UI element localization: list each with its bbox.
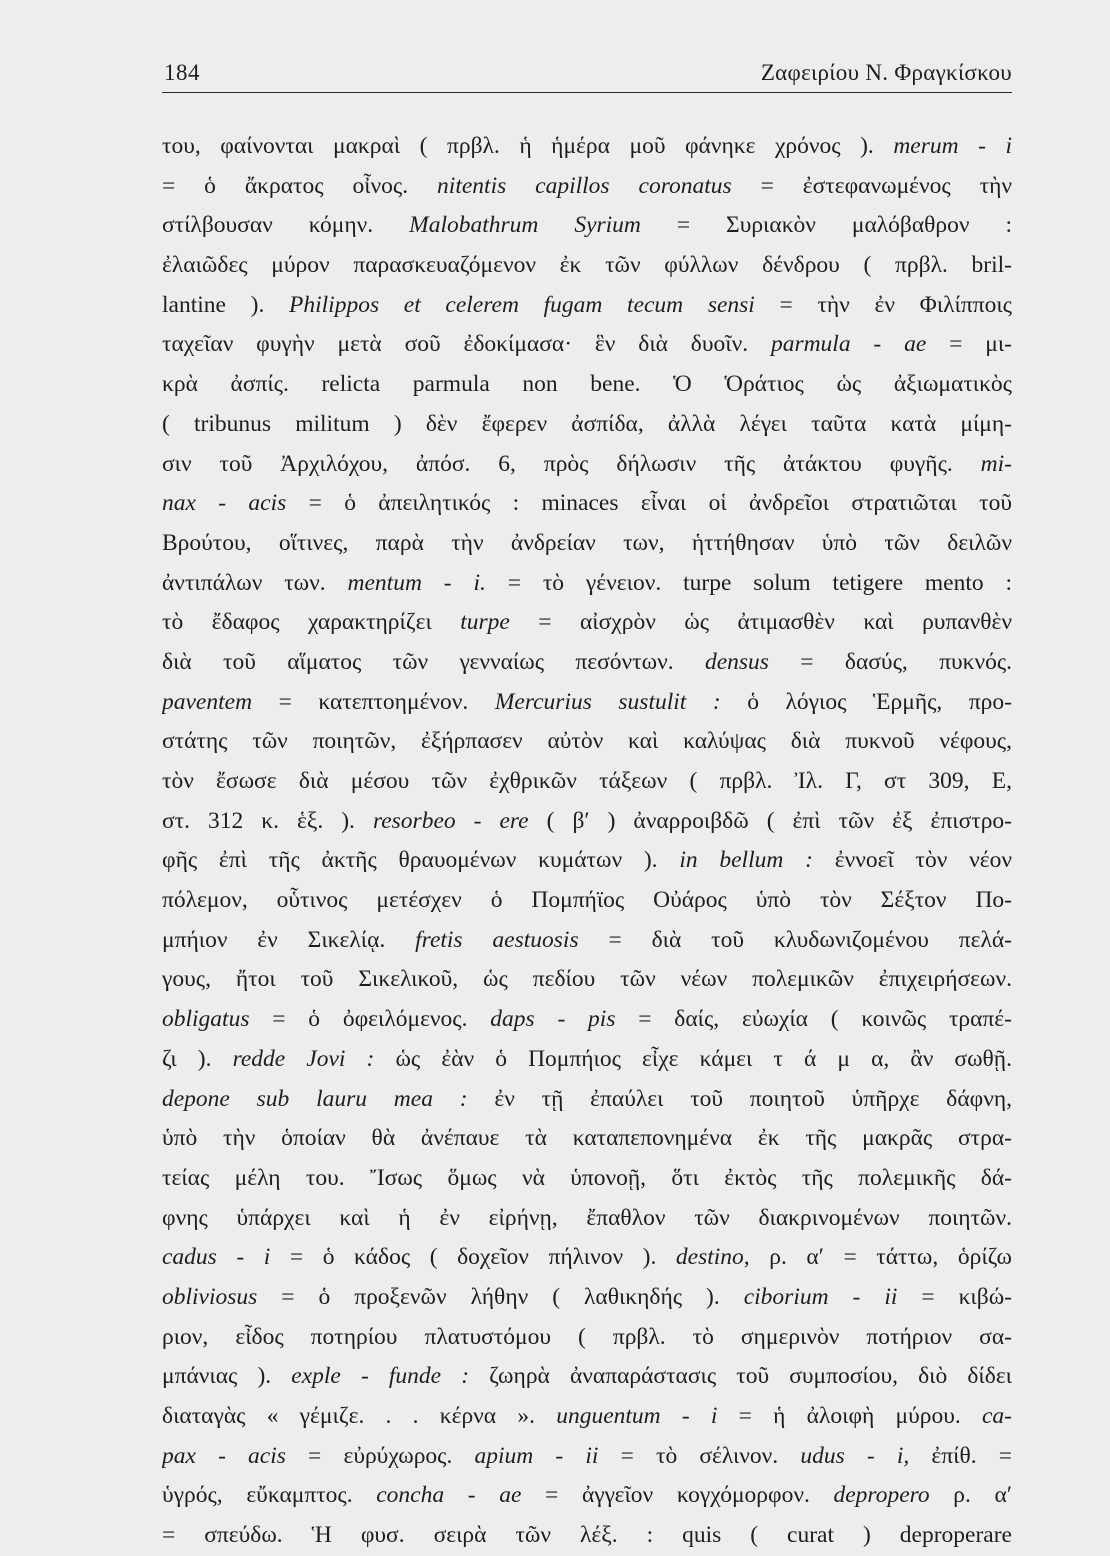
italic-term: in bellum :	[679, 847, 813, 874]
text-segment: = ἀγγεῖον κογχόμορφον.	[521, 1482, 834, 1509]
text-line	[162, 1238, 1012, 1278]
italic-term: concha - ae	[376, 1482, 522, 1509]
text-segment: ὁ λόγιος Ἑρμῆς, προ-	[720, 688, 1012, 715]
text-line	[162, 1199, 1012, 1239]
italic-term: obligatus	[162, 1006, 250, 1033]
italic-term: Malobathrum Syrium	[409, 212, 641, 239]
italic-term: paventem	[162, 688, 253, 715]
text-segment: ρ. α′	[929, 1482, 1012, 1509]
text-segment: γους, ἤτοι τοῦ Σικελικοῦ, ὡς πεδίου τῶν νέων πολεμικῶν ἐπιχειρήσεων.	[162, 966, 1012, 993]
italic-term: destino,	[675, 1244, 750, 1271]
text-line	[162, 722, 1012, 762]
text-segment: ρ. α′ = τάττω, ὁρίζω	[749, 1244, 1012, 1271]
text-segment: ταχεῖαν φυγὴν μετὰ σοῦ ἐδοκίμασα· ἓν διὰ δυοῖν.	[162, 331, 771, 358]
text-line	[162, 405, 1012, 445]
italic-term: depone sub lauru mea :	[162, 1085, 468, 1112]
text-segment: = ὁ ὀφειλόμενος.	[249, 1006, 491, 1033]
text-segment: ζωηρὰ ἀναπαράστασις τοῦ συμποσίου, διὸ δίδει	[469, 1363, 1012, 1390]
text-segment: = σπεύδω. Ἡ φυσ. σειρὰ τῶν λέξ. : quis ( curat ) deproperare	[162, 1522, 1012, 1549]
text-segment: ὑπὸ τὴν ὁποίαν θὰ ἀνέπαυε τὰ καταπεπονημένα ἐκ τῆς μακρᾶς στρα-	[162, 1125, 1012, 1152]
text-line	[162, 246, 1012, 286]
text-segment: = ὁ προξενῶν λήθην ( λαθικηδής ).	[257, 1283, 744, 1310]
text-line	[162, 1080, 1012, 1120]
text-line	[162, 1357, 1012, 1397]
text-line	[162, 802, 1012, 842]
text-segment: lantine ).	[162, 291, 290, 318]
text-line	[162, 1437, 1012, 1477]
italic-term: cadus - i	[162, 1244, 271, 1271]
italic-term: ciborium - ii	[743, 1283, 898, 1310]
text-segment: φνης ὑπάρχει καὶ ἡ ἐν εἰρήνῃ, ἔπαθλον τῶν διακρινομένων ποιητῶν.	[162, 1204, 1012, 1231]
text-line	[162, 881, 1012, 921]
italic-term: Mercurius sustulit :	[494, 688, 721, 715]
text-segment: = τὴν ἐν Φιλίπποις	[754, 291, 1012, 318]
text-segment: διὰ τοῦ αἵματος τῶν γενναίως πεσόντων.	[162, 648, 705, 675]
text-line	[162, 445, 1012, 485]
running-title: Ζαφειρίου Ν. Φραγκίσκου	[760, 60, 1012, 85]
text-line	[162, 1119, 1012, 1159]
text-segment: Βρούτου, οἵτινες, παρὰ τὴν ἀνδρείαν των, ἡττήθησαν ὑπὸ τῶν δειλῶν	[162, 529, 1012, 556]
body-text	[162, 127, 1012, 1556]
text-segment: τὸν ἔσωσε διὰ μέσου τῶν ἐχθρικῶν τάξεων ( πρβλ. Ἰλ. Γ, στ 309, Ε,	[162, 768, 1012, 794]
italic-term: Philippos et celerem fugam tecum sensi	[289, 291, 755, 318]
text-segment: κρὰ ἀσπίς. relicta parmula non bene. Ὁ Ὁράτιος ὡς ἀξιωματικὸς	[162, 371, 1012, 398]
text-segment: ὡς ἐὰν ὁ Πομπήιος εἶχε κάμει τ ά μ α, ἂν σωθῇ.	[374, 1045, 1012, 1072]
italic-term: redde Jovi :	[232, 1045, 375, 1072]
text-segment: = τὸ σέλινον.	[598, 1442, 801, 1469]
text-segment: ἀντιπάλων των.	[162, 569, 348, 596]
text-segment: = δαίς, εὐωχία ( κοινῶς τραπέ-	[615, 1006, 1012, 1033]
text-segment: ὑγρός, εὔκαμπτος.	[162, 1482, 377, 1509]
text-line	[162, 1000, 1012, 1040]
text-segment: = τὸ γένειον. turpe solum tetigere mento :	[485, 569, 1012, 596]
text-segment: = εὐρύχωρος.	[285, 1442, 475, 1469]
italic-term: exple - funde :	[291, 1363, 470, 1390]
text-segment: = μι-	[926, 331, 1012, 358]
text-segment: στ. 312 κ. ἑξ. ).	[162, 807, 373, 834]
italic-term: unguentum - i	[556, 1403, 718, 1429]
text-line	[162, 1476, 1012, 1516]
text-segment: ἐν τῇ ἐπαύλει τοῦ ποιητοῦ ὑπῆρχε δάφνη,	[467, 1085, 1012, 1112]
italic-term: nitentis capillos coronatus	[437, 172, 732, 199]
italic-term: merum - i	[893, 133, 1012, 159]
italic-term: udus - i,	[800, 1442, 910, 1469]
text-line	[162, 286, 1012, 326]
text-line	[162, 921, 1012, 961]
italic-term: mentum - i.	[347, 569, 486, 596]
italic-term: resorbeo - ere	[372, 807, 529, 834]
text-segment: φῆς ἐπὶ τῆς ἀκτῆς θραυομένων κυμάτων ).	[162, 847, 680, 874]
text-segment: διαταγὰς « γέμιζε. . . κέρνα ».	[162, 1403, 557, 1429]
text-segment: = ὁ ἀπειλητικός : minaces εἶναι οἱ ἀνδρεῖοι στρατιῶται τοῦ	[286, 490, 1012, 517]
page-header	[162, 52, 1012, 93]
italic-term: apium - ii	[474, 1442, 599, 1469]
text-line	[162, 325, 1012, 365]
text-line	[162, 167, 1012, 207]
text-segment: = κατεπτοημένον.	[252, 688, 495, 715]
text-segment: ἐπίθ. =	[909, 1442, 1012, 1469]
italic-term: densus	[704, 648, 769, 675]
italic-term: pax - acis	[162, 1442, 286, 1469]
italic-term: ca-	[981, 1403, 1012, 1429]
text-segment: σιν τοῦ Ἀρχιλόχου, ἀπόσ. 6, πρὸς δήλωσιν τῆς ἀτάκτου φυγῆς.	[162, 450, 981, 477]
text-segment: πόλεμον, οὗτινος μετέσχεν ὁ Πομπήϊος Οὐάρος ὑπὸ τὸν Σέξτον Πο-	[162, 887, 1012, 914]
text-segment: = αἰσχρὸν ὡς ἀτιμασθὲν καὶ ρυπανθὲν	[509, 609, 1012, 636]
text-line	[162, 127, 1012, 167]
text-line	[162, 603, 1012, 643]
text-line	[162, 1278, 1012, 1318]
text-segment: μπάνιας ).	[162, 1363, 292, 1390]
italic-term: depropero	[833, 1482, 930, 1509]
text-segment: ριον, εἶδος ποτηρίου πλατυστόμου ( πρβλ. τὸ σημερινὸν ποτήριον σα-	[162, 1323, 1012, 1350]
text-line	[162, 1040, 1012, 1080]
text-line	[162, 960, 1012, 1000]
text-segment: = κιβώ-	[897, 1283, 1012, 1310]
text-segment: του, φαίνονται μακραὶ ( πρβλ. ἡ ἡμέρα μοῦ φάνηκε χρόνος ).	[162, 133, 894, 159]
italic-term: mi-	[980, 450, 1012, 477]
text-segment: = ὁ κάδος ( δοχεῖον πήλινον ).	[270, 1244, 676, 1271]
text-line	[162, 524, 1012, 564]
text-line	[162, 365, 1012, 405]
text-segment: = ἡ ἀλοιφὴ μύρου.	[717, 1403, 982, 1429]
text-line	[162, 1318, 1012, 1358]
text-line	[162, 1516, 1012, 1556]
text-segment: στάτης τῶν ποιητῶν, ἐξήρπασεν αὐτὸν καὶ καλύψας διὰ πυκνοῦ νέφους,	[162, 728, 1012, 755]
text-line	[162, 643, 1012, 683]
text-segment: τείας μέλη του. Ἴσως ὅμως νὰ ὑπονοῇ, ὅτι ἐκτὸς τῆς πολεμικῆς δά-	[162, 1164, 1012, 1191]
text-segment: = ἐστεφανωμένος τὴν	[731, 172, 1012, 199]
text-segment: = διὰ τοῦ κλυδωνιζομένου πελά-	[578, 926, 1012, 953]
text-line	[162, 683, 1012, 723]
text-line	[162, 564, 1012, 604]
italic-term: turpe	[460, 609, 510, 636]
text-line	[162, 1397, 1012, 1437]
italic-term: fretis aestuosis	[415, 926, 579, 953]
text-segment: = δασύς, πυκνός.	[768, 648, 1012, 675]
italic-term: nax - acis	[162, 490, 287, 517]
italic-term: daps - pis	[490, 1006, 616, 1033]
page-number: 184	[164, 60, 200, 85]
text-segment: ἐλαιῶδες μύρον παρασκευαζόμενον ἐκ τῶν φύλλων δένδρου ( πρβλ. bril-	[162, 252, 1012, 279]
text-segment: στίλβουσαν κόμην.	[162, 212, 410, 239]
text-segment: ( β′ ) ἀναρροιβδῶ ( ἐπὶ τῶν ἐξ ἐπιστρο-	[528, 807, 1012, 834]
text-line	[162, 762, 1012, 802]
text-line	[162, 206, 1012, 246]
text-line	[162, 841, 1012, 881]
text-segment: ζι ).	[162, 1045, 233, 1072]
italic-term: parmula - ae	[770, 331, 927, 358]
text-segment: ( tribunus militum ) δὲν ἔφερεν ἀσπίδα, ἀλλὰ λέγει ταῦτα κατὰ μίμη-	[162, 410, 1012, 437]
text-segment: = ὁ ἄκρατος οἶνος.	[162, 172, 438, 199]
text-line	[162, 1159, 1012, 1199]
text-segment: ἐννοεῖ τὸν νέον	[812, 847, 1012, 874]
text-segment: τὸ ἔδαφος χαρακτηρίζει	[162, 609, 461, 636]
text-segment: μπήιον ἐν Σικελίᾳ.	[162, 926, 416, 953]
text-line	[162, 484, 1012, 524]
text-segment: = Συριακὸν μαλόβαθρον :	[640, 212, 1012, 239]
italic-term: obliviosus	[162, 1283, 258, 1310]
